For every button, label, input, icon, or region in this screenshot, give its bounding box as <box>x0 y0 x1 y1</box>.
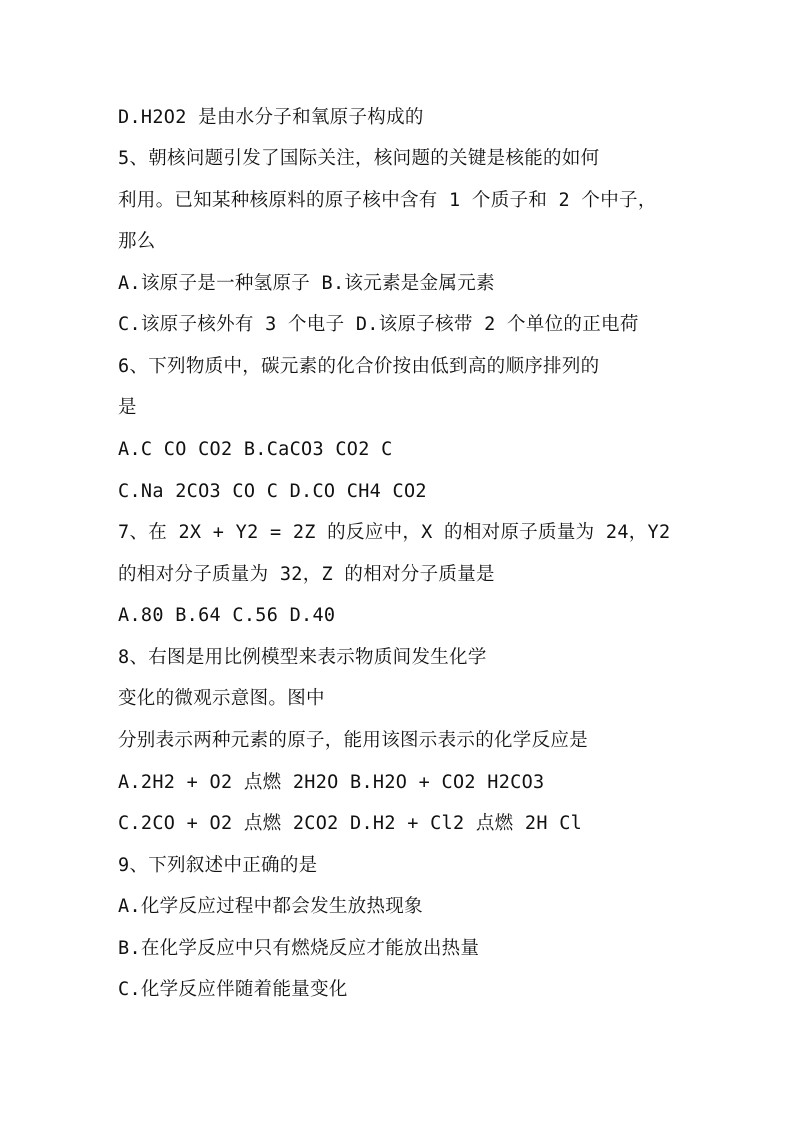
question-7-options: A.80 B.64 C.56 D.40 <box>118 605 336 626</box>
text-line-d-option: D.H2O2 是由水分子和氧原子构成的 <box>118 107 424 128</box>
question-5-line-2: 利用。已知某种核原料的原子核中含有 1 个质子和 2 个中子， <box>118 190 657 211</box>
question-6-options-cd: C.Na 2CO3 CO C D.CO CH4 CO2 <box>118 481 427 502</box>
question-9-option-c: C.化学反应伴随着能量变化 <box>118 979 348 1000</box>
question-9-option-a: A.化学反应过程中都会发生放热现象 <box>118 896 423 917</box>
question-7-line-2: 的相对分子质量为 32，Z 的相对分子质量是 <box>118 564 495 585</box>
question-5-line-3: 那么 <box>118 231 156 252</box>
question-8-line-2: 变化的微观示意图。图中 <box>118 688 325 709</box>
question-8-options-cd: C.2CO + O2 点燃 2CO2 D.H2 + Cl2 点燃 2H Cl <box>118 813 583 834</box>
question-5-options-cd: C.该原子核外有 3 个电子 D.该原子核带 2 个单位的正电荷 <box>118 314 639 335</box>
question-7-line-1: 7、在 2X + Y2 = 2Z 的反应中，X 的相对原子质量为 24，Y2 <box>118 522 671 543</box>
question-8-line-1: 8、右图是用比例模型来表示物质间发生化学 <box>118 647 487 668</box>
question-8-line-3: 分别表示两种元素的原子，能用该图示表示的化学反应是 <box>118 730 589 751</box>
question-9-line-1: 9、下列叙述中正确的是 <box>118 855 318 876</box>
question-6-line-1: 6、下列物质中，碳元素的化合价按由低到高的顺序排列的 <box>118 356 600 377</box>
question-5-line-1: 5、朝核问题引发了国际关注，核问题的关键是核能的如何 <box>118 148 600 169</box>
question-8-options-ab: A.2H2 + O2 点燃 2H2O B.H2O + CO2 H2CO3 <box>118 772 545 793</box>
question-6-line-2: 是 <box>118 397 137 418</box>
question-5-options-ab: A.该原子是一种氢原子 B.该元素是金属元素 <box>118 273 495 294</box>
question-6-options-ab: A.C CO CO2 B.CaCO3 CO2 C <box>118 439 393 460</box>
question-9-option-b: B.在化学反应中只有燃烧反应才能放出热量 <box>118 938 480 959</box>
